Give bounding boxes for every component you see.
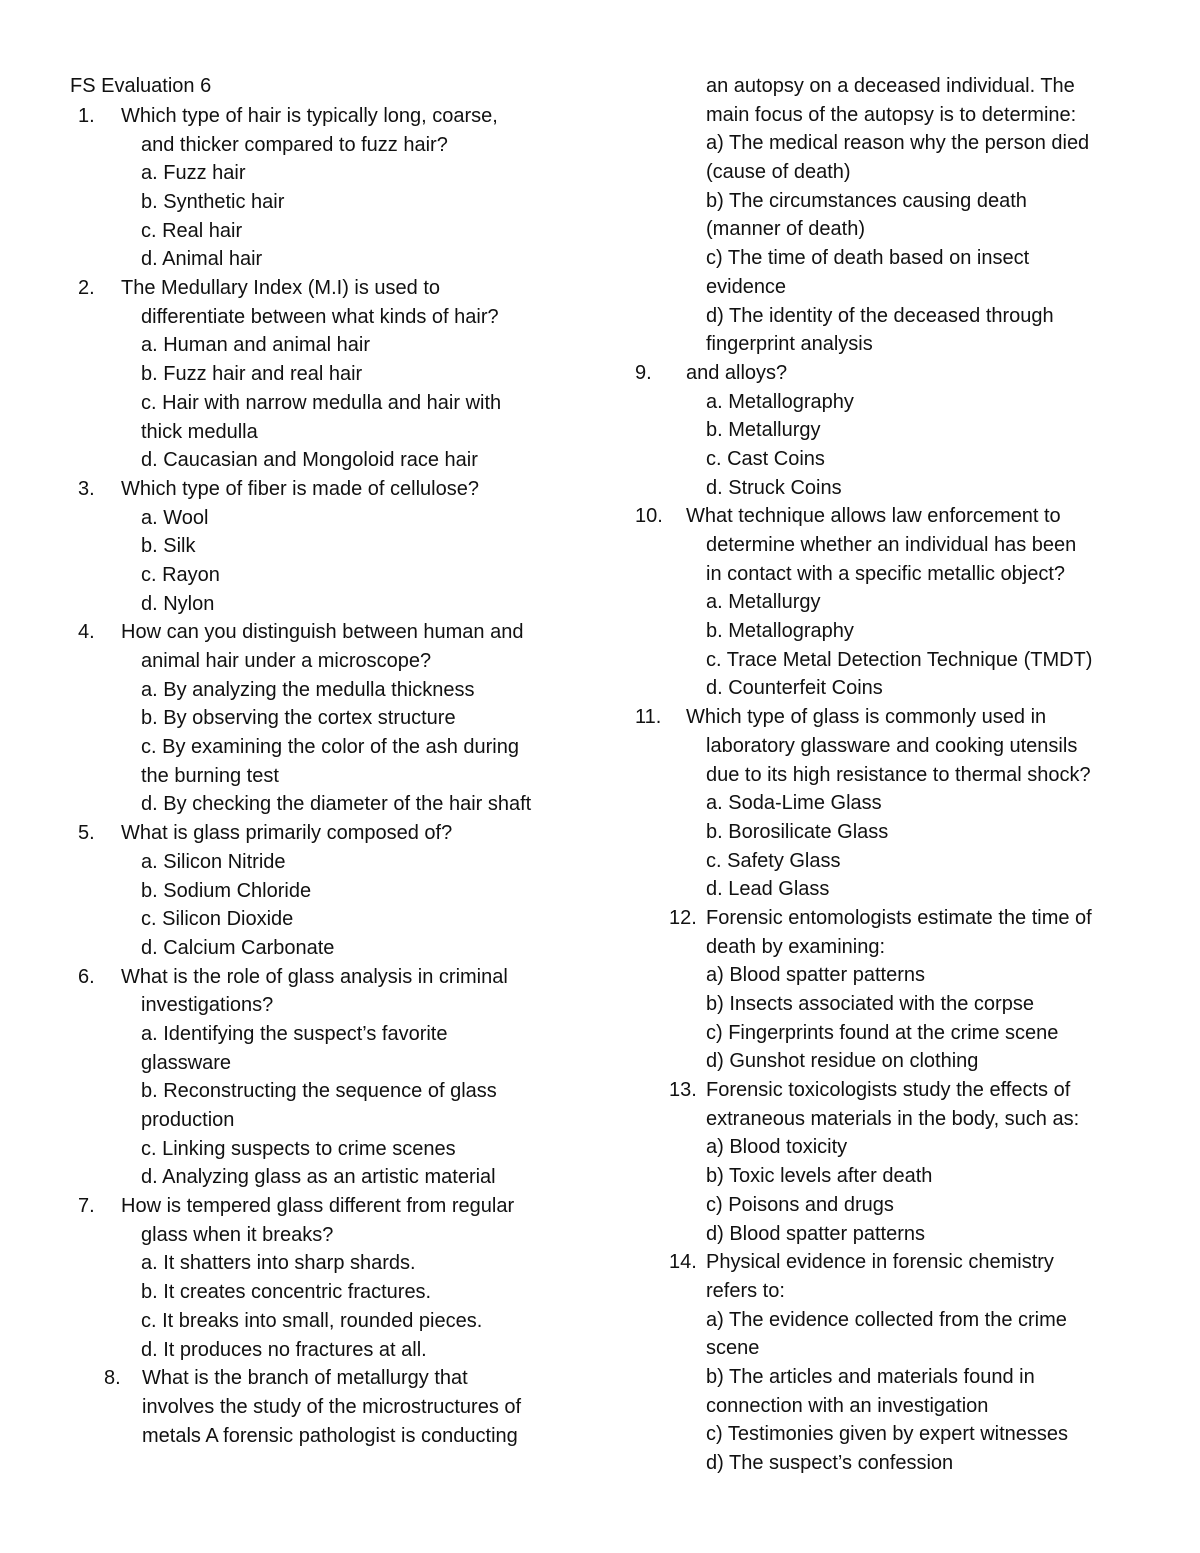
option-c: c. Cast Coins bbox=[706, 447, 825, 470]
option-d: d. Struck Coins bbox=[706, 476, 842, 499]
option-a: a. By analyzing the medulla thickness bbox=[141, 678, 475, 701]
option-b: b) The articles and materials found in bbox=[706, 1365, 1035, 1388]
option-b: b. Fuzz hair and real hair bbox=[141, 363, 363, 386]
option-b: b. Synthetic hair bbox=[141, 191, 285, 214]
option-c: c) The time of death based on insect bbox=[706, 247, 1030, 270]
question-text-cont: metals A forensic pathologist is conducting bbox=[142, 1424, 518, 1447]
question-text: Which type of glass is commonly used in bbox=[686, 706, 1047, 729]
option-c-cont: the burning test bbox=[141, 764, 279, 787]
option-d: d. Calcium Carbonate bbox=[141, 936, 335, 959]
option-a: a. Human and animal hair bbox=[141, 334, 371, 357]
question-6 bbox=[70, 963, 580, 1193]
question-10 bbox=[635, 502, 1145, 703]
question-text: Forensic entomologists estimate the time of bbox=[706, 906, 1092, 929]
question-text: Physical evidence in forensic chemistry bbox=[706, 1251, 1054, 1274]
question-text-cont: differentiate between what kinds of hair? bbox=[141, 305, 499, 328]
option-c: c. Safety Glass bbox=[706, 849, 841, 872]
question-9 bbox=[635, 359, 1145, 502]
option-c-cont: thick medulla bbox=[141, 420, 258, 443]
question-7 bbox=[70, 1192, 580, 1364]
question-number: 7. bbox=[78, 1195, 95, 1218]
question-text-cont: refers to: bbox=[706, 1279, 785, 1302]
option-c: c. It breaks into small, rounded pieces. bbox=[141, 1309, 483, 1332]
option-a: a. Fuzz hair bbox=[141, 162, 246, 185]
question-text-cont: glass when it breaks? bbox=[141, 1223, 334, 1246]
option-b: b. Metallurgy bbox=[706, 419, 821, 442]
option-a-cont: (cause of death) bbox=[706, 161, 851, 184]
option-b: b) Toxic levels after death bbox=[706, 1165, 933, 1188]
question-text: What is glass primarily composed of? bbox=[121, 822, 453, 845]
option-b: b. Silk bbox=[141, 535, 196, 558]
question-number: 10. bbox=[635, 505, 663, 528]
question-8-continued bbox=[635, 72, 1145, 359]
question-text: The Medullary Index (M.I) is used to bbox=[121, 277, 441, 300]
option-d: d. By checking the diameter of the hair shaft bbox=[141, 793, 532, 816]
question-text-cont: investigations? bbox=[141, 994, 274, 1017]
option-a: a. Soda-Lime Glass bbox=[706, 792, 882, 815]
option-c: c. Rayon bbox=[141, 563, 220, 586]
option-a-cont: glassware bbox=[141, 1051, 232, 1074]
option-c: c) Fingerprints found at the crime scene bbox=[706, 1021, 1059, 1044]
question-text: and alloys? bbox=[686, 361, 788, 384]
option-a: a. Identifying the suspect’s favorite bbox=[141, 1022, 448, 1045]
option-d: d) Blood spatter patterns bbox=[706, 1222, 926, 1245]
question-text-cont: involves the study of the microstructures of bbox=[142, 1395, 522, 1418]
question-11 bbox=[635, 703, 1145, 904]
option-a: a) The evidence collected from the crime bbox=[706, 1308, 1067, 1331]
question-number: 3. bbox=[78, 477, 95, 500]
option-c: c. Silicon Dioxide bbox=[141, 908, 294, 931]
question-text-cont: determine whether an individual has been bbox=[706, 534, 1077, 556]
option-c: c. Real hair bbox=[141, 219, 243, 242]
question-text: Which type of hair is typically long, coarse, bbox=[121, 104, 498, 127]
question-text-cont: due to its high resistance to thermal shock? bbox=[706, 763, 1091, 786]
option-d: d. Lead Glass bbox=[706, 878, 830, 901]
option-a: a. Wool bbox=[141, 506, 209, 529]
left-column bbox=[70, 72, 580, 1450]
option-c: c. Trace Metal Detection Technique (TMDT) bbox=[706, 648, 1093, 671]
option-a: a) The medical reason why the person died bbox=[706, 132, 1090, 155]
document-title: FS Evaluation 6 bbox=[70, 75, 212, 97]
option-a: a. Silicon Nitride bbox=[141, 850, 286, 873]
question-text: Which type of fiber is made of cellulose? bbox=[121, 477, 479, 500]
question-text-cont: an autopsy on a deceased individual. The bbox=[706, 75, 1075, 97]
option-d: d. Nylon bbox=[141, 592, 215, 615]
question-text-cont: animal hair under a microscope? bbox=[141, 650, 432, 673]
option-b-cont: production bbox=[141, 1109, 235, 1132]
option-d: d) The suspect’s confession bbox=[706, 1452, 954, 1474]
question-number: 8. bbox=[104, 1367, 121, 1390]
question-text-cont: and thicker compared to fuzz hair? bbox=[141, 133, 448, 156]
option-d: d) Gunshot residue on clothing bbox=[706, 1050, 979, 1073]
question-text: How is tempered glass different from regular bbox=[121, 1195, 515, 1218]
option-d: d. Counterfeit Coins bbox=[706, 677, 883, 700]
question-number: 13. bbox=[669, 1079, 697, 1102]
question-text: How can you distinguish between human and bbox=[121, 621, 524, 644]
question-number: 2. bbox=[78, 277, 95, 300]
option-d-cont: fingerprint analysis bbox=[706, 333, 873, 356]
option-a: a. Metallography bbox=[706, 390, 854, 413]
option-d: d. Animal hair bbox=[141, 248, 263, 271]
option-b: b. Metallography bbox=[706, 620, 854, 643]
option-b: b. Borosilicate Glass bbox=[706, 820, 889, 843]
option-c-cont: evidence bbox=[706, 275, 787, 298]
question-text: What is the role of glass analysis in criminal bbox=[121, 965, 508, 988]
question-number: 6. bbox=[78, 965, 95, 988]
question-text-cont: laboratory glassware and cooking utensils bbox=[706, 734, 1078, 757]
question-number: 4. bbox=[78, 621, 95, 644]
option-d: d) The identity of the deceased through bbox=[706, 304, 1054, 327]
option-c: c. By examining the color of the ash during bbox=[141, 736, 519, 759]
option-b: b) Insects associated with the corpse bbox=[706, 993, 1034, 1015]
option-a-cont: scene bbox=[706, 1337, 760, 1360]
question-text-cont: extraneous materials in the body, such as: bbox=[706, 1107, 1080, 1130]
option-a: a. Metallurgy bbox=[706, 591, 821, 614]
question-number: 1. bbox=[78, 104, 95, 127]
option-c: c. Hair with narrow medulla and hair with bbox=[141, 391, 502, 414]
question-number: 12. bbox=[669, 906, 697, 929]
question-3 bbox=[70, 475, 580, 618]
option-a: a) Blood spatter patterns bbox=[706, 964, 926, 987]
question-text: What technique allows law enforcement to bbox=[686, 505, 1061, 528]
option-c: c) Poisons and drugs bbox=[706, 1193, 894, 1216]
question-text: What is the branch of metallurgy that bbox=[142, 1367, 468, 1390]
question-number: 14. bbox=[669, 1251, 697, 1274]
question-text-cont: main focus of the autopsy is to determine: bbox=[706, 103, 1077, 126]
option-b: b. Sodium Chloride bbox=[141, 879, 312, 902]
option-c: c) Testimonies given by expert witnesses bbox=[706, 1423, 1069, 1446]
option-a: a) Blood toxicity bbox=[706, 1136, 848, 1159]
question-13 bbox=[635, 1076, 1145, 1248]
question-12 bbox=[635, 904, 1145, 1076]
option-d: d. Analyzing glass as an artistic material bbox=[141, 1166, 496, 1189]
option-b-cont: (manner of death) bbox=[706, 218, 865, 241]
question-2 bbox=[70, 274, 580, 475]
question-number: 9. bbox=[635, 361, 652, 384]
option-d: d. It produces no fractures at all. bbox=[141, 1338, 427, 1361]
option-a: a. It shatters into sharp shards. bbox=[141, 1252, 416, 1275]
question-number: 5. bbox=[78, 822, 95, 845]
question-1 bbox=[70, 102, 580, 274]
right-column bbox=[635, 72, 1145, 1478]
question-text-cont: in contact with a specific metallic object? bbox=[706, 562, 1066, 585]
option-d: d. Caucasian and Mongoloid race hair bbox=[141, 449, 478, 472]
question-8 bbox=[70, 1364, 580, 1450]
question-5 bbox=[70, 819, 580, 962]
question-4 bbox=[70, 618, 580, 819]
option-b: b. It creates concentric fractures. bbox=[141, 1281, 432, 1304]
question-14 bbox=[635, 1248, 1145, 1478]
option-b: b) The circumstances causing death bbox=[706, 189, 1027, 212]
question-text: Forensic toxicologists study the effects of bbox=[706, 1079, 1071, 1102]
option-b-cont: connection with an investigation bbox=[706, 1394, 989, 1417]
option-b: b. Reconstructing the sequence of glass bbox=[141, 1080, 497, 1103]
option-b: b. By observing the cortex structure bbox=[141, 707, 456, 730]
question-number: 11. bbox=[635, 706, 662, 729]
question-text-cont: death by examining: bbox=[706, 935, 886, 958]
option-c: c. Linking suspects to crime scenes bbox=[141, 1137, 456, 1160]
